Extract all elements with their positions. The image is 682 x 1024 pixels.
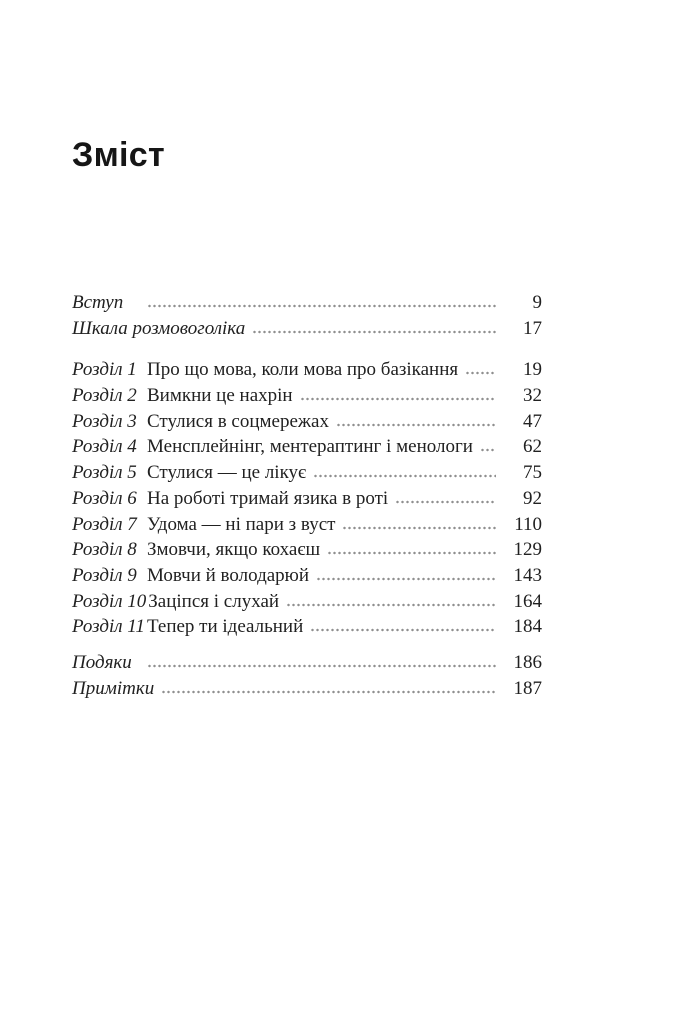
toc-entry-label: Розділ 8 <box>72 539 137 561</box>
dotted-leader <box>286 603 496 607</box>
toc-entry-page: 187 <box>513 677 542 699</box>
toc-entry-label: Вступ <box>72 292 124 313</box>
toc-entry-chapter-6 <box>72 486 542 512</box>
table-of-contents <box>72 290 542 701</box>
toc-entry-label: Розділ 3 <box>72 410 137 432</box>
dotted-leader <box>147 664 496 668</box>
toc-entry-page: 47 <box>523 410 542 432</box>
toc-entry-page: 184 <box>513 616 542 638</box>
toc-entry-prymitky <box>72 676 542 702</box>
toc-entry-label: Розділ 7 <box>72 513 137 535</box>
toc-entry-page: 32 <box>523 385 542 407</box>
dotted-leader <box>147 304 496 308</box>
toc-entry-chapter-9 <box>72 563 542 589</box>
dotted-leader <box>316 577 496 581</box>
toc-entry-label: Розділ 10 <box>72 590 147 612</box>
page-title: Зміст <box>72 136 165 174</box>
toc-entry-podyaky <box>72 650 542 676</box>
toc-entry-title: Удома — ні пари з вуст <box>147 513 336 535</box>
toc-entry-chapter-5 <box>72 460 542 486</box>
toc-entry-label: Розділ 1 <box>72 359 137 381</box>
toc-entry-page: 129 <box>513 539 542 561</box>
toc-entry-chapter-10 <box>72 589 542 615</box>
toc-entry-page: 186 <box>513 651 542 673</box>
toc-entry-chapter-3 <box>72 409 542 435</box>
toc-entry-page: 9 <box>532 292 542 313</box>
toc-entry-page: 110 <box>514 513 542 535</box>
toc-entry-chapter-8 <box>72 537 542 563</box>
toc-entry-label: Подяки <box>72 651 132 673</box>
toc-entry-label: Шкала розмовоголіка <box>72 317 246 339</box>
dotted-leader <box>327 551 496 555</box>
toc-entry-chapter-7 <box>72 512 542 538</box>
toc-entry-title: Мовчи й володарюй <box>147 564 310 586</box>
dotted-leader <box>395 500 496 504</box>
toc-entry-title: Стулися в соцмережах <box>147 410 329 432</box>
dotted-leader <box>313 474 496 478</box>
toc-entry-title: Менсплейнінг, ментераптинг і менологи <box>147 436 473 458</box>
toc-entry-chapter-11 <box>72 614 542 640</box>
dotted-leader <box>480 448 496 452</box>
toc-entry-page: 164 <box>513 590 542 612</box>
toc-entry-title: Вимкни це нахрін <box>147 385 293 407</box>
toc-entry-page: 19 <box>523 359 542 381</box>
toc-entry-chapter-4 <box>72 434 542 460</box>
toc-entry-title: Заціпся і слухай <box>148 590 280 612</box>
dotted-leader <box>465 371 496 375</box>
toc-entry-vstup <box>72 290 542 316</box>
toc-entry-label: Розділ 6 <box>72 487 137 509</box>
toc-entry-title: Стулися — це лікує <box>147 462 307 484</box>
dotted-leader <box>300 397 496 401</box>
dotted-leader <box>310 628 496 632</box>
toc-entry-chapter-2 <box>72 383 542 409</box>
section-gap <box>72 341 542 357</box>
toc-entry-label: Розділ 2 <box>72 385 137 407</box>
dotted-leader <box>252 330 496 334</box>
toc-entry-shkala <box>72 316 542 342</box>
toc-entry-label: Розділ 5 <box>72 462 137 484</box>
dotted-leader <box>342 526 496 530</box>
toc-entry-page: 75 <box>523 462 542 484</box>
toc-entry-label: Розділ 9 <box>72 564 137 586</box>
toc-entry-label: Примітки <box>72 677 155 699</box>
toc-entry-page: 143 <box>513 564 542 586</box>
toc-entry-title: Про що мова, коли мова про базікання <box>147 359 459 381</box>
toc-entry-label: Розділ 4 <box>72 436 137 458</box>
toc-entry-page: 62 <box>523 436 542 458</box>
toc-entry-label: Розділ 11 <box>72 616 145 638</box>
toc-entry-page: 92 <box>523 487 542 509</box>
toc-entry-page: 17 <box>523 317 542 339</box>
toc-entry-title: Змовчи, якщо кохаєш <box>147 539 321 561</box>
toc-entry-chapter-1 <box>72 357 542 383</box>
dotted-leader <box>161 690 496 694</box>
toc-entry-title: Тепер ти ідеальний <box>147 616 304 638</box>
dotted-leader <box>336 423 496 427</box>
toc-entry-title: На роботі тримай язика в роті <box>147 487 389 509</box>
section-gap <box>72 640 542 650</box>
